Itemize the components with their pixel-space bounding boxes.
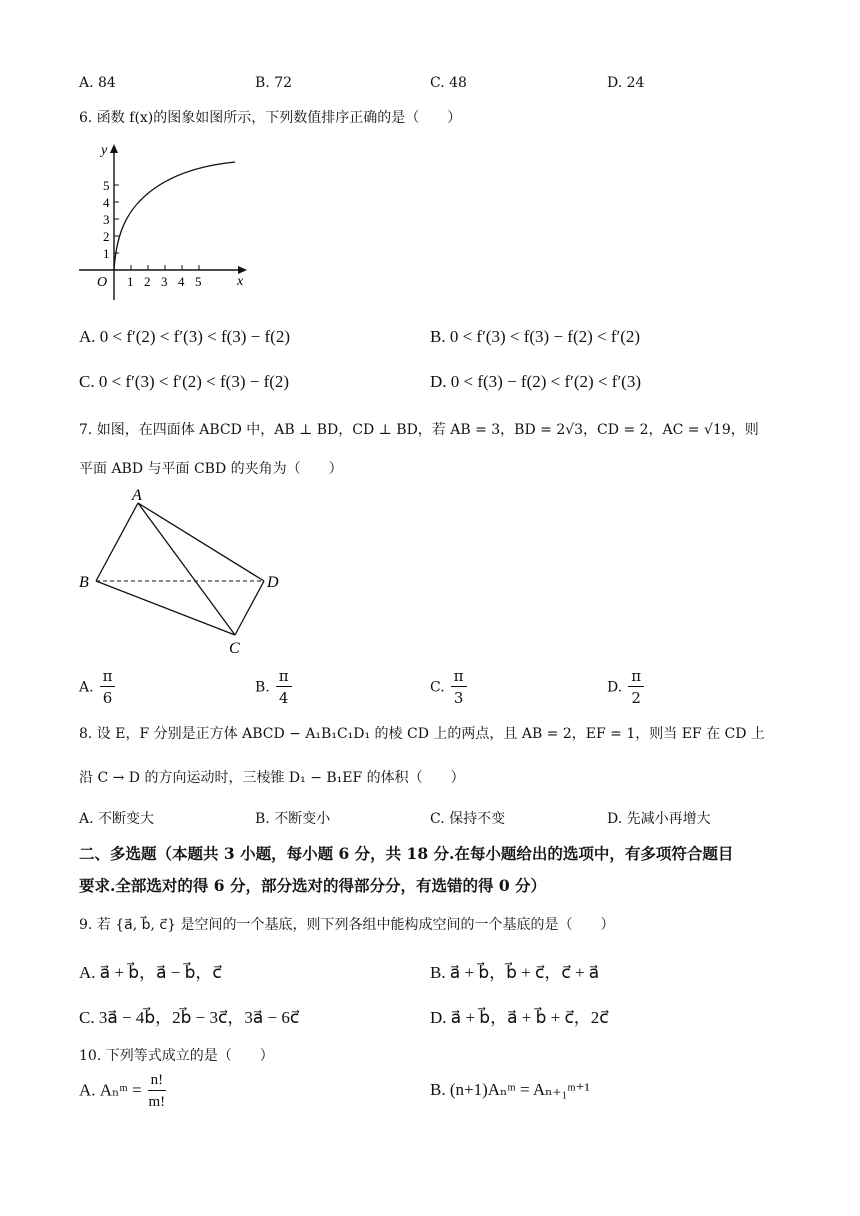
svg-text:4: 4 [103, 195, 110, 210]
q6-option-d: D. 0 < f(3) − f(2) < f′(2) < f′(3) [430, 372, 641, 391]
svg-text:2: 2 [103, 229, 110, 244]
q7-option-a: A. $\frac{\pi}{6}$ [79, 666, 115, 709]
x-axis-arrow [238, 266, 247, 274]
svg-text:3: 3 [103, 212, 110, 227]
q9-option-d: D. a⃗ + b⃗，a⃗ + b⃗ + c⃗，2c⃗ [430, 1008, 609, 1027]
q6-option-a: A. 0 < f′(2) < f′(3) < f(3) − f(2) [79, 327, 290, 346]
vertex-a-label: A [132, 487, 142, 504]
y-axis-arrow [110, 144, 118, 153]
q5-option-d: D. 24 [607, 75, 645, 91]
q6-option-c: C. 0 < f′(3) < f′(2) < f(3) − f(2) [79, 372, 290, 391]
q8-option-c: C. 保持不变 [430, 811, 506, 827]
q8-option-a: A. 不断变大 [79, 811, 155, 827]
svg-text:1: 1 [127, 274, 134, 289]
q5-option-a: A. 84 [79, 75, 116, 91]
y-axis-label: y [101, 143, 108, 158]
vertex-c-label: C [229, 640, 240, 657]
q6-option-b: B. 0 < f′(3) < f(3) − f(2) < f′(2) [430, 327, 641, 346]
q6-stem: 6. 函数 f(x)的图象如图所示，下列数值排序正确的是（ ） [79, 110, 462, 126]
origin-label: O [97, 275, 108, 290]
q10-stem: 10. 下列等式成立的是（ ） [79, 1048, 274, 1064]
svg-text:5: 5 [103, 178, 110, 193]
q10-option-b: B. (n+1)Aₙᵐ = Aₙ₊₁ᵐ⁺¹ [430, 1080, 590, 1099]
q8-stem-line2: 沿 C → D 的方向运动时，三棱锥 D₁ − B₁EF 的体积（ ） [79, 770, 465, 786]
svg-text:1: 1 [103, 246, 110, 261]
q8-option-b: B. 不断变小 [255, 811, 331, 827]
q7-stem-line1: 7. 如图，在四面体 ABCD 中，AB ⊥ BD，CD ⊥ BD，若 AB = 3，BD = 2√3，CD = 2，AC = √19，则 [79, 422, 759, 438]
q9-option-c: C. 3a⃗ − 4b⃗，2b⃗ − 3c⃗，3a⃗ − 6c⃗ [79, 1008, 300, 1027]
section2-heading-line2: 要求.全部选对的得 6 分，部分选对的得部分分，有选错的得 0 分） [79, 876, 547, 895]
x-axis-label: x [237, 274, 244, 289]
svg-text:4: 4 [178, 274, 185, 289]
q8-option-d: D. 先减小再增大 [607, 811, 711, 827]
vertex-d-label: D [267, 574, 279, 591]
q7-option-c: C. $\frac{\pi}{3}$ [430, 666, 467, 709]
q10-option-a: A. Aₙᵐ = $\frac{n!}{m!}$ [79, 1072, 166, 1110]
q7-option-b: B. $\frac{\pi}{4}$ [255, 666, 292, 709]
section2-heading-line1: 二、多选题（本题共 3 小题，每小题 6 分，共 18 分.在每小题给出的选项中，有多项符合题目 [79, 844, 734, 863]
vertex-b-label: B [79, 574, 89, 591]
q5-option-c: C. 48 [430, 75, 467, 91]
q7-tetrahedron-figure [75, 485, 295, 660]
q9-option-b: B. a⃗ + b⃗，b⃗ + c⃗，c⃗ + a⃗ [430, 963, 600, 982]
q5-option-b: B. 72 [255, 75, 293, 91]
q8-stem-line1: 8. 设 E，F 分别是正方体 ABCD − A₁B₁C₁D₁ 的棱 CD 上的两点，且 AB = 2，EF = 1，则当 EF 在 CD 上 [79, 726, 765, 742]
svg-text:2: 2 [144, 274, 151, 289]
q6-function-graph [75, 140, 255, 305]
q7-option-d: D. $\frac{\pi}{2}$ [607, 666, 644, 709]
q7-stem-line2: 平面 ABD 与平面 CBD 的夹角为（ ） [79, 461, 343, 477]
q9-option-a: A. a⃗ + b⃗，a⃗ − b⃗，c⃗ [79, 963, 222, 982]
svg-text:5: 5 [195, 274, 202, 289]
function-curve [114, 162, 235, 270]
q9-stem: 9. 若 {a⃗, b⃗, c⃗} 是空间的一个基底，则下列各组中能构成空间的一个基底的是（ ） [79, 917, 615, 933]
svg-text:3: 3 [161, 274, 168, 289]
